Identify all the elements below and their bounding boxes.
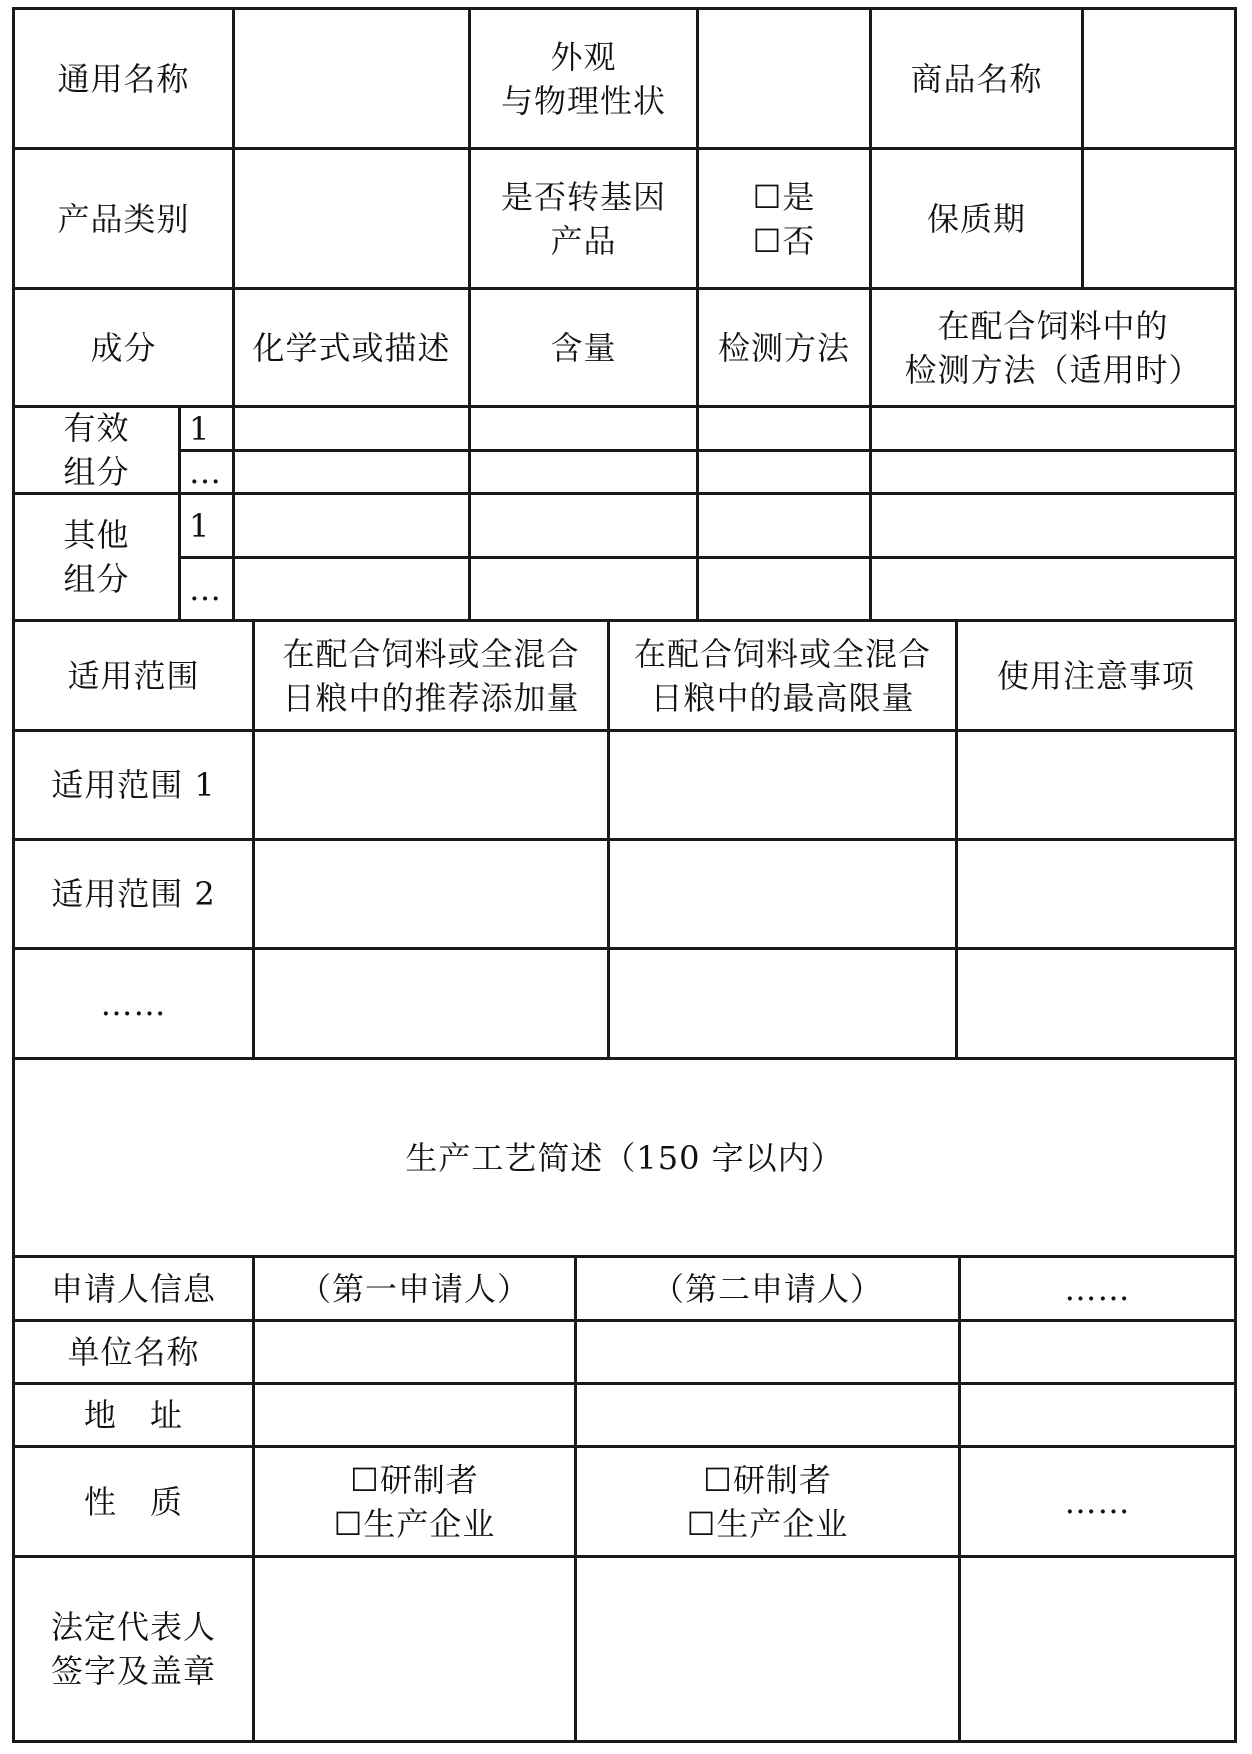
appearance-value[interactable] [699,10,869,147]
second-applicant-nature-checkboxes[interactable]: ☐研制者 ☐生产企业 [686,1460,849,1543]
more-applicants-nature: …… [1064,1482,1131,1521]
trade-name-label: 商品名称 [910,59,1043,98]
shelf-life-value[interactable] [1084,150,1234,287]
gmo-checkboxes[interactable]: ☐是 ☐否 [752,177,816,260]
product-category-label: 产品类别 [57,199,190,238]
shelf-life-label: 保质期 [926,199,1026,238]
active-component-label: 有效 组分 [63,409,130,491]
appearance-label: 外观 与物理性状 [500,37,666,120]
border-bottom [12,1740,1237,1743]
test-method-header: 检测方法 [717,328,850,367]
legal-rep-signature-label: 法定代表人 签字及盖章 [50,1608,216,1690]
more-applicants-header: …… [1064,1269,1131,1308]
content-header: 含量 [550,328,617,367]
generic-name-value[interactable] [235,10,468,147]
second-applicant-signature[interactable] [577,1558,958,1740]
usage-notes-header: 使用注意事项 [996,656,1195,695]
scope-header: 适用范围 [67,656,200,695]
active-row-more-index: … [189,453,222,491]
maximum-limit-header: 在配合饲料或全混合 日粮中的最高限量 [633,634,931,717]
active-row-1-index: 1 [189,409,211,448]
first-applicant-signature[interactable] [255,1558,574,1740]
gmo-label: 是否转基因 产品 [500,177,666,260]
product-category-value[interactable] [235,150,468,287]
scope-row-2: 适用范围 2 [51,875,216,913]
other-row-more-index: … [189,570,222,608]
other-component-label: 其他 组分 [63,516,130,598]
address-label: 地 址 [83,1396,183,1434]
second-applicant-header: （第二申请人） [651,1269,883,1308]
unit-name-label: 单位名称 [67,1333,200,1371]
first-applicant-nature-checkboxes[interactable]: ☐研制者 ☐生产企业 [333,1460,496,1543]
border-right [1234,7,1237,1743]
nature-label: 性 质 [83,1482,183,1521]
first-applicant-header: （第一申请人） [298,1269,530,1308]
process-description[interactable]: 生产工艺简述（150 字以内） [405,1138,844,1177]
feed-test-method-header: 在配合饲料中的 检测方法（适用时） [904,306,1202,389]
formula-header: 化学式或描述 [252,328,451,367]
scope-row-more: …… [100,984,167,1023]
component-header: 成分 [90,328,157,367]
scope-row-1: 适用范围 1 [51,766,216,804]
recommended-amount-header: 在配合饲料或全混合 日粮中的推荐添加量 [282,634,580,717]
rule [179,449,1237,452]
other-row-1-index: 1 [189,506,211,545]
rule [179,556,1237,559]
applicant-info-label: 申请人信息 [50,1269,216,1308]
trade-name-value[interactable] [1084,10,1234,147]
generic-name-label: 通用名称 [57,59,190,98]
